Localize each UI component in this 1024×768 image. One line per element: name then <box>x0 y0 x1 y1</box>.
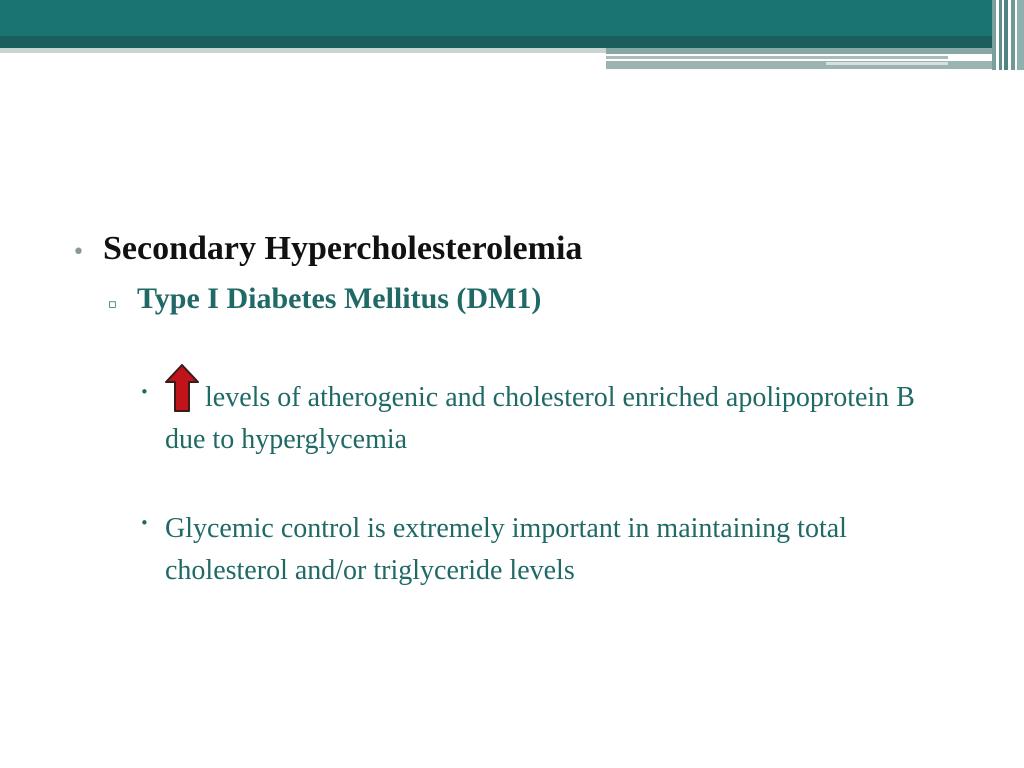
bullet-marker: • <box>72 240 85 265</box>
bullet-level2 <box>108 282 541 316</box>
heading-secondary-hypercholesterolemia: Secondary Hypercholesterolemia <box>103 230 583 267</box>
bullet-marker: ▫ <box>108 297 117 312</box>
bullet-marker: • <box>140 383 149 401</box>
bullet-level1 <box>72 230 582 268</box>
bullet-marker: • <box>140 514 149 532</box>
up-arrow-icon <box>165 364 199 412</box>
bullet-level3-apob <box>140 377 930 461</box>
apob-text: levels of atherogenic and cholesterol enriched apolipoprotein B due to hyperglycemia <box>165 382 915 455</box>
subheading-dm1: Type I Diabetes Mellitus (DM1) <box>137 282 542 315</box>
glycemic-control-text: Glycemic control is extremely important in maintaining total cholesterol and/or triglyceride levels <box>165 513 847 586</box>
bullet-level3-glycemic <box>140 508 930 592</box>
